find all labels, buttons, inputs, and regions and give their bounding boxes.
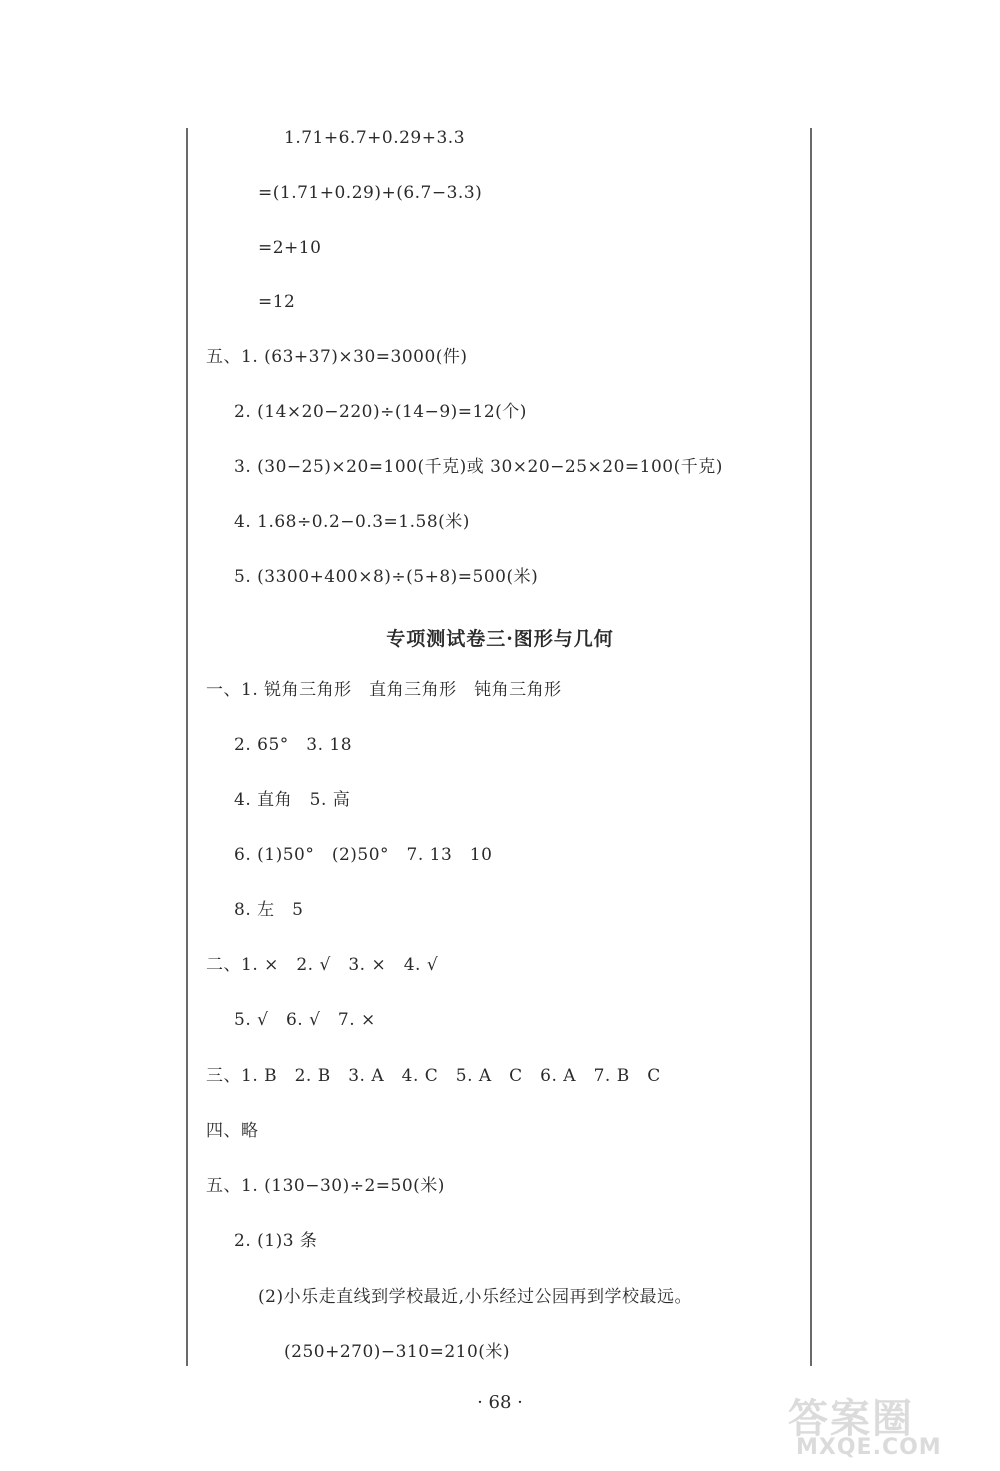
answer-line-14: 8. 左 5 bbox=[234, 900, 304, 920]
answer-line-16: 5. √ 6. √ 7. × bbox=[234, 1010, 376, 1030]
answer-line-3: =2+10 bbox=[258, 238, 322, 258]
page-number: · 68 · bbox=[477, 1392, 523, 1413]
answer-line-19: 五、1. (130−30)÷2=50(米) bbox=[206, 1176, 445, 1196]
answer-line-21: (2)小乐走直线到学校最近,小乐经过公园再到学校最远。 bbox=[258, 1287, 692, 1307]
answer-line-10: 一、1. 锐角三角形 直角三角形 钝角三角形 bbox=[206, 680, 562, 700]
answer-line-8: 4. 1.68÷0.2−0.3=1.58(米) bbox=[234, 512, 470, 532]
answer-line-4: =12 bbox=[258, 292, 296, 312]
section-title: 专项测试卷三·图形与几何 bbox=[386, 628, 614, 650]
watermark-url-text: MXQE.COM bbox=[796, 1435, 942, 1460]
answer-line-11: 2. 65° 3. 18 bbox=[234, 735, 353, 755]
answer-line-1: 1.71+6.7+0.29+3.3 bbox=[284, 128, 466, 148]
answer-line-6: 2. (14×20−220)÷(14−9)=12(个) bbox=[234, 402, 527, 422]
watermark-main-text: 答案圈 bbox=[788, 1396, 914, 1442]
answer-line-18: 四、略 bbox=[206, 1121, 259, 1141]
answer-line-17: 三、1. B 2. B 3. A 4. C 5. A C 6. A 7. B C bbox=[206, 1066, 661, 1086]
answer-line-15: 二、1. × 2. √ 3. × 4. √ bbox=[206, 955, 439, 975]
answer-line-7: 3. (30−25)×20=100(千克)或 30×20−25×20=100(千克) bbox=[234, 457, 723, 477]
answer-line-13: 6. (1)50° (2)50° 7. 13 10 bbox=[234, 845, 493, 865]
answer-line-5: 五、1. (63+37)×30=3000(件) bbox=[206, 347, 468, 367]
answer-line-12: 4. 直角 5. 高 bbox=[234, 790, 351, 810]
left-margin-rule bbox=[186, 128, 188, 1366]
answer-line-9: 5. (3300+400×8)÷(5+8)=500(米) bbox=[234, 567, 539, 587]
answer-line-20: 2. (1)3 条 bbox=[234, 1231, 318, 1251]
right-margin-rule bbox=[810, 128, 812, 1366]
watermark-logo bbox=[768, 1387, 988, 1465]
answer-line-22: (250+270)−310=210(米) bbox=[284, 1342, 511, 1362]
answer-line-2: =(1.71+0.29)+(6.7−3.3) bbox=[258, 183, 483, 203]
